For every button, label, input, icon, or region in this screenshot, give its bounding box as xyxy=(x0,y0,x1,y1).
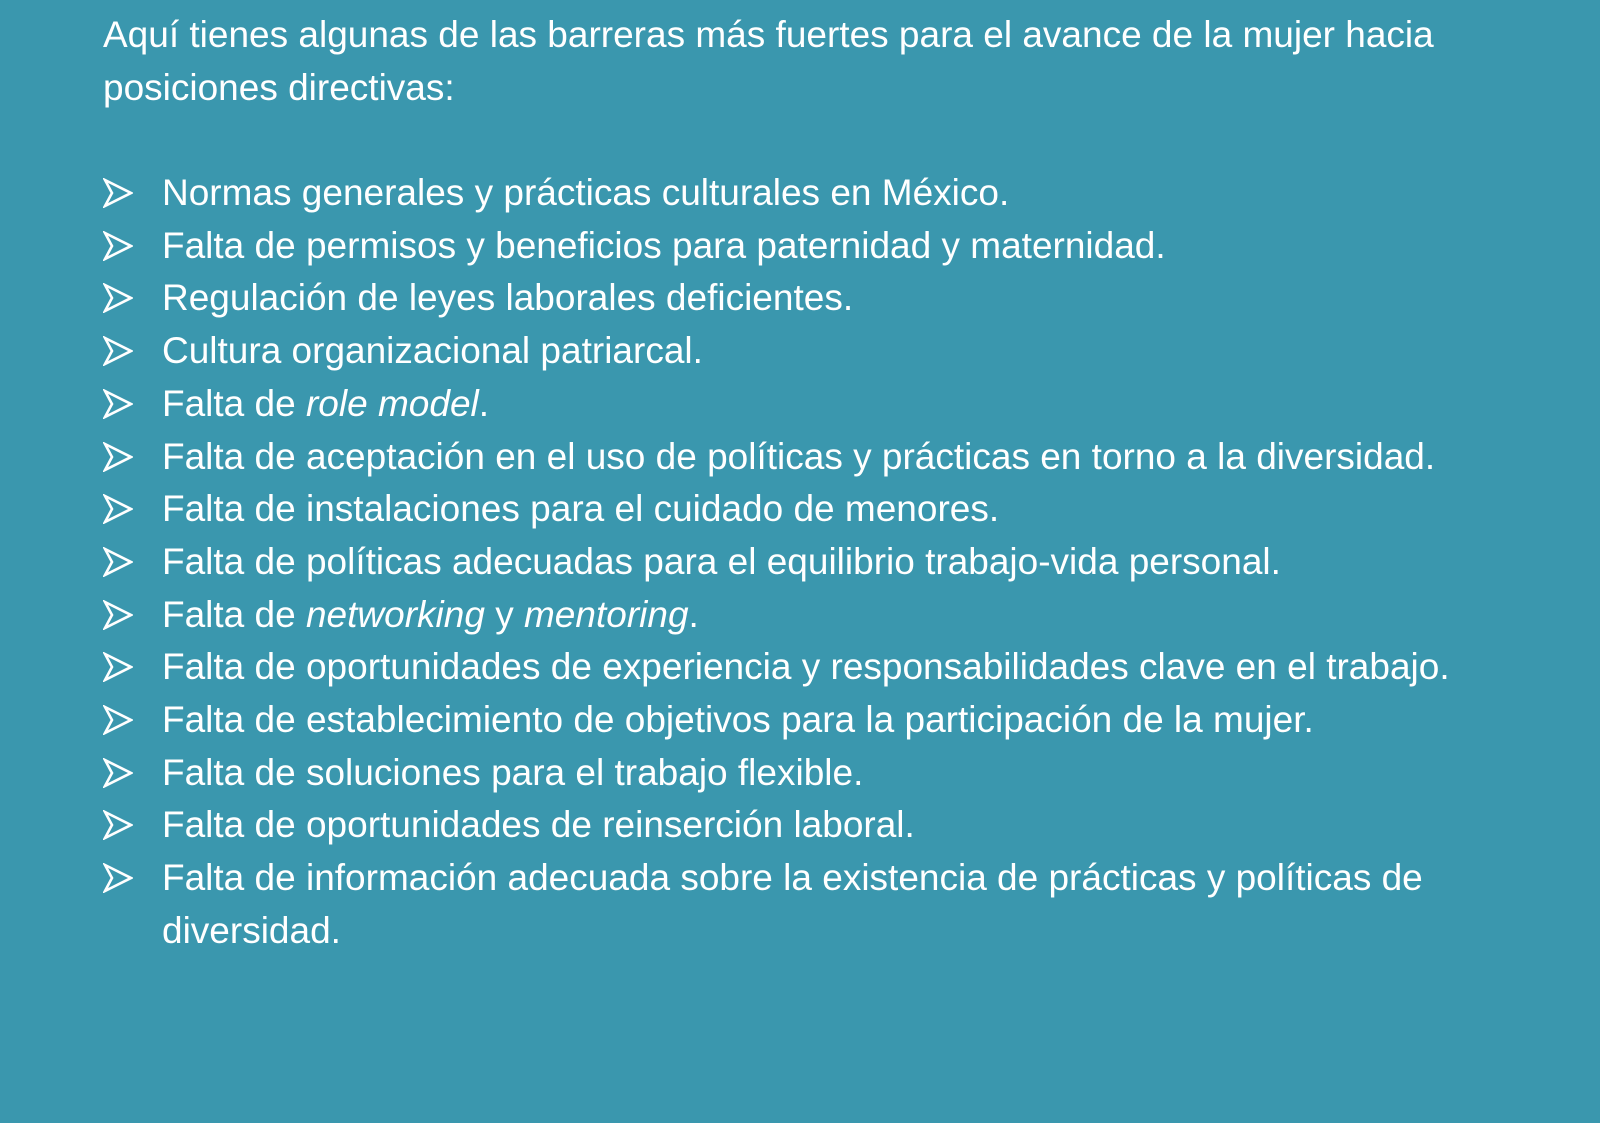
list-item-text: Regulación de leyes laborales deficientes. xyxy=(162,277,854,319)
arrowhead-bullet-icon xyxy=(103,705,133,735)
list-item xyxy=(103,536,1493,589)
list-item xyxy=(103,694,1493,747)
arrowhead-bullet-icon xyxy=(103,863,133,893)
arrowhead-bullet-icon xyxy=(103,494,133,524)
list-item-text-prefix: Falta de xyxy=(162,593,306,635)
list-item-text: Falta de establecimiento de objetivos para la participación de la mujer. xyxy=(162,699,1314,741)
arrowhead-bullet-icon xyxy=(103,652,133,682)
list-item-text: Falta de oportunidades de experiencia y responsabilidades clave en el trabajo. xyxy=(162,646,1450,688)
list-item-text-suffix: . xyxy=(478,382,490,424)
arrowhead-bullet-icon xyxy=(103,442,133,472)
list-item-text: Falta de políticas adecuadas para el equilibrio trabajo-vida personal. xyxy=(162,540,1281,582)
list-item xyxy=(103,167,1493,220)
list-item xyxy=(103,220,1493,273)
list-item xyxy=(103,641,1493,694)
arrowhead-bullet-icon xyxy=(103,389,133,419)
list-item xyxy=(103,799,1493,852)
arrowhead-bullet-icon xyxy=(103,336,133,366)
list-item xyxy=(103,431,1493,484)
list-item-term: role model xyxy=(305,382,479,424)
list-item xyxy=(103,272,1493,325)
list-item-text: Cultura organizacional patriarcal. xyxy=(162,330,703,372)
list-item-text: Falta de permisos y beneficios para paternidad y maternidad. xyxy=(162,224,1166,266)
arrowhead-bullet-icon xyxy=(103,283,133,313)
list-item-text-suffix: . xyxy=(688,593,699,635)
list-item-text: Normas generales y prácticas culturales en México. xyxy=(162,172,1010,213)
list-item-text: Falta de aceptación en el uso de políticas y prácticas en torno a la diversidad. xyxy=(162,435,1436,477)
arrowhead-bullet-icon xyxy=(103,600,133,630)
list-item xyxy=(103,325,1493,378)
list-item-text: Falta de información adecuada sobre la existencia de prácticas y políticas de diversidad. xyxy=(162,857,1423,951)
list-item-text: Falta de instalaciones para el cuidado de menores. xyxy=(162,488,1000,530)
arrowhead-bullet-icon xyxy=(103,178,133,208)
list-item-text: Falta de oportunidades de reinserción laboral. xyxy=(162,804,915,846)
arrowhead-bullet-icon xyxy=(103,231,133,261)
list-item-text-prefix: Falta de xyxy=(162,382,306,424)
list-item-text: Falta de soluciones para el trabajo flexible. xyxy=(162,751,864,793)
intro-paragraph: Aquí tienes algunas de las barreras más fuertes para el avance de la mujer hacia posiciones directivas: xyxy=(103,14,1434,108)
list-item-text-middle: y xyxy=(484,593,524,635)
arrowhead-bullet-icon xyxy=(103,547,133,577)
arrowhead-bullet-icon xyxy=(103,758,133,788)
list-item-term-2: mentoring xyxy=(523,593,689,635)
list-item xyxy=(103,852,1493,957)
barrier-list xyxy=(103,167,1493,958)
list-item xyxy=(103,378,1493,431)
list-item xyxy=(103,747,1493,800)
list-item xyxy=(103,483,1493,536)
arrowhead-bullet-icon xyxy=(103,810,133,840)
list-item xyxy=(103,589,1493,642)
list-item-term: networking xyxy=(305,593,485,635)
